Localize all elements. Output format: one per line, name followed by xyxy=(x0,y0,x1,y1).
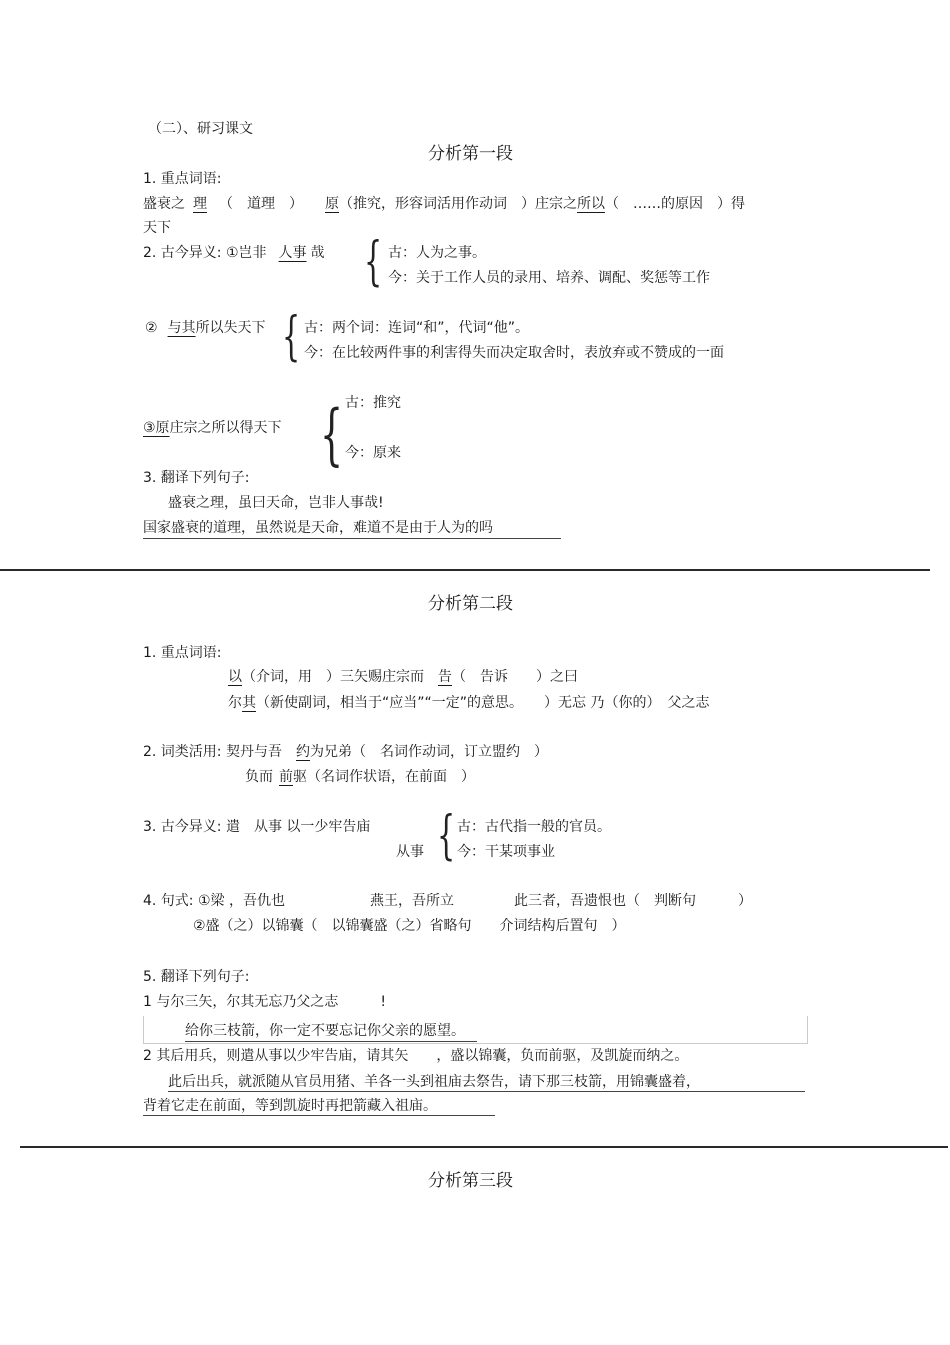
s2-gujin-jin: 今：干某项事业 xyxy=(457,844,555,860)
part-heading: （二）、研习课文 xyxy=(148,121,253,137)
text-span: 庄宗之所以得天下 xyxy=(169,420,282,436)
s1-gujin-3 xyxy=(143,419,282,437)
answer-underline xyxy=(143,538,561,539)
section-divider xyxy=(0,569,930,571)
s1-gujin-1-gu: 古：人为之事。 xyxy=(388,245,486,261)
section-3-title: 分析第三段 xyxy=(428,1171,513,1191)
key-word: ③原 xyxy=(143,420,170,436)
text-span: ② xyxy=(145,320,158,336)
key-word: 以 xyxy=(228,669,242,685)
key-word: 约 xyxy=(295,744,310,760)
s2-sentence-1a: 4. 句式: ①梁 ，吾仇也 xyxy=(143,893,285,909)
s2-keywords-line-1 xyxy=(228,668,578,686)
text-span: 2. 词类活用: 契丹与吾 xyxy=(143,744,282,760)
s1-translate-source: 盛衰之理，虽曰天命，岂非人事哉! xyxy=(168,495,384,511)
s2-translate-2-source: 2 其后用兵，则遣从事以少牢告庙，请其矢 ，盛以锦囊，负而前驱，及凯旋而纳之。 xyxy=(143,1048,689,1064)
text-span: 2. 古今异义: ①岂非 xyxy=(143,245,267,261)
s2-cilei-1 xyxy=(143,743,548,761)
key-word: 人事 xyxy=(278,245,307,261)
s1-gujin-2-jin: 今：在比较两件事的利害得失而决定取舍时，表放弃或不赞成的一面 xyxy=(304,345,724,361)
key-word: 其 xyxy=(242,695,256,711)
s2-translate-label: 5. 翻译下列句子: xyxy=(143,969,250,985)
key-word: 前 xyxy=(279,769,293,785)
key-word: 告 xyxy=(438,669,452,685)
s2-gujin-word: 从事 xyxy=(396,844,424,860)
s1-gujin-1 xyxy=(143,244,325,262)
key-word: 与其 xyxy=(167,320,196,336)
text-span: （ 道理 ） xyxy=(219,196,303,212)
s2-sentence-1c: 此三者，吾遗恨也（ 判断句 ） xyxy=(514,893,752,909)
text-span: 驱（名词作状语，在前面 ） xyxy=(293,769,475,785)
s1-translate-answer: 国家盛衰的道理，虽然说是天命，难道不是由于人为的吗 xyxy=(143,520,493,536)
brace-icon: { xyxy=(282,307,301,367)
answer-underline xyxy=(143,1115,495,1116)
s2-translate-1-source: 1 与尔三矢，尔其无忘乃父之志 ! xyxy=(143,994,386,1010)
s1-keywords-label: 1. 重点词语: xyxy=(143,171,222,187)
text-span: （ 告诉 ）之曰 xyxy=(452,669,578,685)
s1-keywords-wrap: 天下 xyxy=(143,220,171,236)
s1-keywords-line xyxy=(143,195,745,213)
section-1-title: 分析第一段 xyxy=(428,144,513,164)
key-word: 原 xyxy=(325,196,339,212)
text-span: 尔 xyxy=(228,695,242,711)
text-span: （新使副词，相当于“应当”“一定”的意思。 ）无忘 乃（你的） 父之志 xyxy=(256,695,710,711)
s2-keywords-line-2 xyxy=(228,694,709,712)
s1-gujin-3-gu: 古：推究 xyxy=(345,395,401,411)
s2-gujin-gu: 古：古代指一般的官员。 xyxy=(457,819,611,835)
text-span: （ ……的原因 ）得 xyxy=(605,196,745,212)
brace-icon: { xyxy=(437,806,456,866)
s2-cilei-2 xyxy=(245,768,475,786)
s1-gujin-1-jin: 今：关于工作人员的录用、培养、调配、奖惩等工作 xyxy=(388,270,710,286)
answer-underline xyxy=(185,1041,477,1042)
text-span: （推究，形容词活用作动词 ）庄宗之 xyxy=(339,196,577,212)
text-span: （介词，用 ）三矢赐庄宗而 xyxy=(242,669,424,685)
text-span: 负而 xyxy=(245,769,273,785)
s1-gujin-2 xyxy=(145,319,266,337)
s1-gujin-2-gu: 古：两个词：连词“和”，代词“他”。 xyxy=(304,320,530,336)
s2-translate-2-answer-2: 背着它走在前面，等到凯旋时再把箭藏入祖庙。 xyxy=(143,1098,437,1114)
key-word: 理 xyxy=(193,196,207,212)
text-span: 哉 xyxy=(310,245,325,261)
text-span: 为兄弟（ 名词作动词，订立盟约 ） xyxy=(309,744,548,760)
s1-translate-label: 3. 翻译下列句子: xyxy=(143,470,250,486)
text-span: 所以失天下 xyxy=(195,320,266,336)
s1-gujin-3-jin: 今：原来 xyxy=(345,445,401,461)
section-divider xyxy=(20,1146,948,1148)
s2-translate-1-answer: 给你三枝箭，你一定不要忘记你父亲的愿望。 xyxy=(185,1023,465,1039)
text-span: 盛衰之 xyxy=(143,196,185,212)
answer-underline xyxy=(168,1091,805,1092)
s2-keywords-label: 1. 重点词语: xyxy=(143,645,222,661)
section-2-title: 分析第二段 xyxy=(428,594,513,614)
key-word: 所以 xyxy=(577,196,605,212)
s2-sentence-1b: 燕王，吾所立 xyxy=(370,893,454,909)
brace-icon: { xyxy=(320,396,344,473)
s2-gujin-label: 3. 古今异义: 遣 从事 以一少牢告庙 xyxy=(143,819,371,835)
s2-sentence-2: ②盛（之）以锦囊（ 以锦囊盛（之）省略句 介词结构后置句 ） xyxy=(193,918,626,934)
brace-icon: { xyxy=(364,232,383,292)
s2-translate-2-answer-1: 此后出兵，就派随从官员用猪、羊各一头到祖庙去祭告，请下那三枝箭，用锦囊盛着， xyxy=(168,1074,700,1090)
